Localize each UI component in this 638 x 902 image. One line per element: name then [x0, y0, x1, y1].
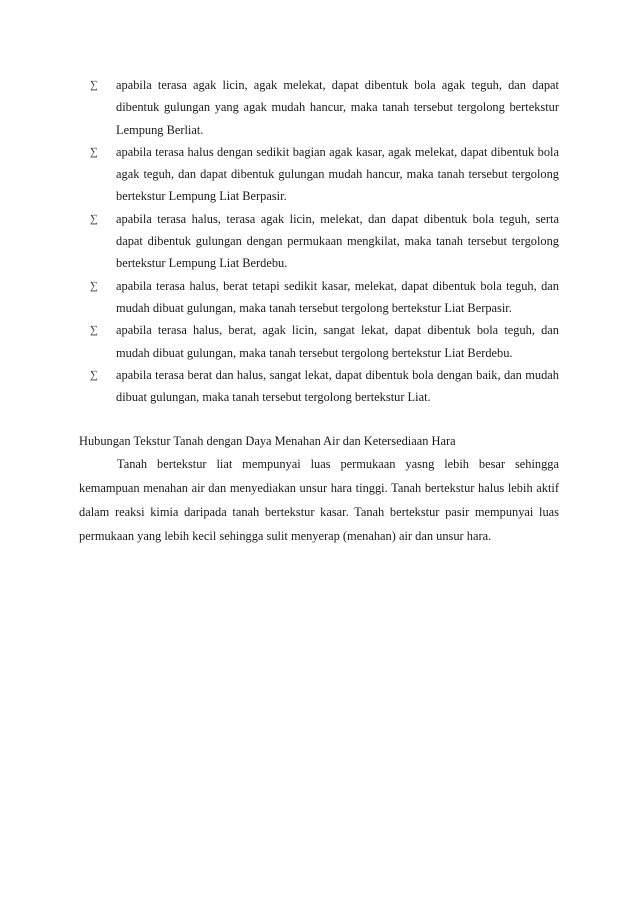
list-item	[0, 74, 638, 141]
list-item	[0, 141, 638, 208]
sigma-bullet-icon: ∑	[90, 145, 98, 158]
sigma-bullet-icon: ∑	[90, 368, 98, 381]
section-heading: Hubungan Tekstur Tanah dengan Daya Menahan Air dan Ketersediaan Hara	[79, 434, 456, 448]
list-item	[0, 275, 638, 320]
list-item-text: apabila terasa agak licin, agak melekat, dapat dibentuk bola agak teguh, dan dapat dibentuk gulungan yang agak mudah hancur, maka tanah tersebut tergolong bertekstur Lempung Berliat.	[116, 78, 559, 137]
section-paragraph: Tanah bertekstur liat mempunyai luas permukaan yasng lebih besar sehingga kemampuan menahan air dan menyediakan unsur hara tinggi. Tanah bertekstur halus lebih aktif dalam reaksi kimia daripada tanah bertekstur kasar. Tanah bertekstur pasir mempunyai luas permukaan yang lebih kecil sehingga sulit menyerap (menahan) air dan unsur hara.	[79, 457, 559, 543]
sigma-bullet-icon: ∑	[90, 279, 98, 292]
list-item-text: apabila terasa halus, terasa agak licin, melekat, dan dapat dibentuk bola teguh, serta dapat dibentuk gulungan dengan permukaan mengkilat, maka tanah tersebut tergolong bertekstur Lempung Liat Berdebu.	[116, 211, 559, 271]
list-item-text: apabila terasa halus, berat, agak licin, sangat lekat, dapat dibentuk bola teguh, dan mudah dibuat gulungan, maka tanah tersebut tergolong bertekstur Liat Berdebu.	[116, 323, 559, 360]
sigma-bullet-icon: ∑	[90, 212, 98, 225]
soil-texture-bullet-list	[0, 74, 638, 408]
list-item-text: apabila terasa berat dan halus, sangat lekat, dapat dibentuk bola dengan baik, dan mudah dibuat gulungan, maka tanah tersebut tergolong bertekstur Liat.	[116, 367, 559, 405]
list-item	[0, 208, 638, 275]
sigma-bullet-icon: ∑	[90, 79, 98, 91]
list-item-text: apabila terasa halus, berat tetapi sedikit kasar, melekat, dapat dibentuk bola teguh, dan mudah dibuat gulungan, maka tanah tersebut tergolong bertekstur Liat Berpasir.	[116, 278, 559, 315]
list-item	[0, 364, 638, 409]
sigma-bullet-icon: ∑	[90, 324, 98, 337]
list-item	[0, 319, 638, 364]
list-item-text: apabila terasa halus dengan sedikit bagian agak kasar, agak melekat, dapat dibentuk bola agak teguh, dan dapat dibentuk gulungan mudah hancur, maka tanah tersebut tergolong bertekstur Lempung Liat Berpasir.	[116, 144, 559, 204]
